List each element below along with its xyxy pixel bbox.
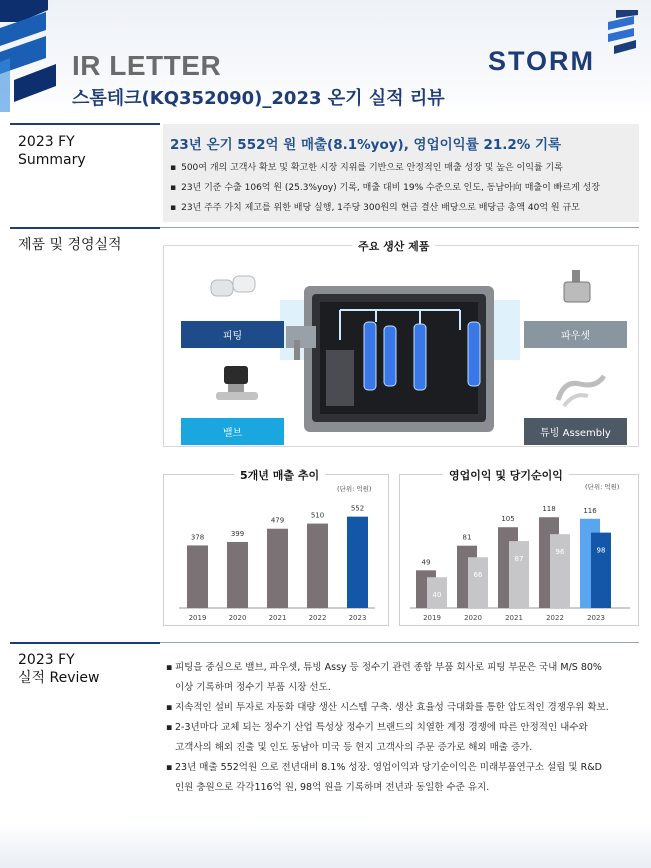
water-purifier-illustration [280, 280, 520, 440]
faucet-icon [560, 268, 596, 316]
revenue-bar-chart [175, 490, 380, 624]
tick-label: 2022 [308, 614, 327, 622]
bar-net-income [509, 541, 529, 608]
revenue-chart-title: 5개년 매출 추이 [234, 467, 325, 483]
tick-label: 2022 [546, 614, 564, 622]
data-label: 40 [432, 591, 442, 600]
product-box-title: 주요 생산 제품 [352, 238, 435, 254]
bar [347, 517, 368, 608]
review-bullet: ▪ 2-3년마다 교체 되는 정수기 산업 특성상 정수기 브랜드의 치열한 계정 경쟁에 따른 안정적인 내수와 고객사의 해외 진출 및 인도 동남아 미국 등 현지 고객사의 주문 증가로 해외 매출 증가. [175, 718, 645, 758]
section-divider-thin [160, 227, 639, 228]
tick-label: 2023 [348, 614, 367, 622]
summary-bullet: ▪ 23년 기준 수출 106억 원 (25.3%yoy) 기록, 매출 대비 19% 수준으로 인도, 동남아向 매출이 빠르게 성장 [170, 180, 600, 193]
summary-headline: 23년 온기 552억 원 매출(8.1%yoy), 영업이익률 21.2% 기록 [170, 137, 562, 153]
bar [227, 542, 248, 608]
product-tag-valve: 밸브 [181, 418, 284, 445]
tick-label: 2020 [464, 614, 482, 622]
data-label: 510 [310, 511, 325, 520]
section-divider [10, 227, 160, 229]
valve-icon [214, 360, 260, 412]
product-tag-tubing: 튜빙 Assembly [524, 418, 627, 445]
review-bullet: ▪ 피팅을 중심으로 밸브, 파우셋, 튜빙 Assy 등 정수기 관련 종합 부품 회사로 피팅 부문은 국내 M/S 80% 이상 기록하며 정수기 부품 시장 선도. [175, 658, 645, 698]
tubing-assembly-icon [554, 370, 608, 410]
page-title: IR LETTER [72, 50, 222, 81]
review-bullet: ▪ 지속적인 설비 투자로 자동화 대량 생산 시스템 구축. 생산 효율성 극대화를 통한 압도적인 경쟁우위 확보. [175, 698, 645, 718]
data-label: 479 [270, 516, 285, 525]
bar [187, 545, 208, 608]
summary-label: 2023 FY Summary [18, 134, 86, 168]
tick-label: 2021 [505, 614, 523, 622]
data-label: 96 [555, 548, 565, 557]
tick-label: 2019 [423, 614, 441, 622]
profit-chart-title: 영업이익 및 당기순이익 [443, 467, 569, 483]
summary-bullet: ▪ 23년 주주 가치 제고를 위한 배당 실행, 1주당 300원의 현금 결산 배당으로 배당금 총액 40억 원 규모 [170, 200, 580, 213]
data-label: 87 [514, 555, 524, 564]
data-label: 66 [473, 571, 483, 580]
data-label: 378 [190, 533, 205, 542]
bar-net-income [591, 533, 611, 608]
footer-background [0, 822, 651, 868]
section-divider [10, 123, 160, 125]
profit-chart-unit: (단위: 억원) [585, 483, 620, 491]
revenue-chart-unit: (단위: 억원) [337, 485, 372, 493]
section-divider [10, 642, 160, 644]
data-label: 105 [501, 515, 515, 524]
brand-logo-text: STORM [488, 46, 596, 76]
storm-mark-icon [604, 10, 638, 56]
bar [267, 529, 288, 608]
bar-net-income [468, 557, 488, 608]
summary-bullet: ▪ 500여 개의 고객사 확보 및 확고한 시장 지위를 기반으로 안정적인 매출 성장 및 높은 이익률 기록 [170, 160, 563, 173]
product-tag-faucet: 파우셋 [524, 321, 627, 348]
profit-bar-chart [408, 490, 633, 624]
review-bullet: ▪ 23년 매출 552억원 으로 전년대비 8.1% 성장. 영업이익과 당기순이익은 미래부품연구소 설립 및 R&D 인원 충원으로 각각116억 원, 98억 원을 기록하며 전년과 동일한 수준 유지. [175, 758, 645, 798]
s-logo-icon [0, 0, 60, 112]
data-label: 81 [462, 533, 472, 542]
page-subtitle: 스톰테크(KQ352090)_2023 온기 실적 리뷰 [72, 88, 445, 109]
data-label: 98 [596, 546, 606, 555]
data-label: 399 [230, 529, 245, 538]
products-label: 제품 및 경영실적 [18, 237, 122, 253]
data-label: 49 [421, 558, 431, 567]
review-label: 2023 FY 실적 Review [18, 652, 100, 686]
bar-net-income [550, 534, 570, 608]
fitting-icon [207, 272, 263, 306]
bar [307, 524, 328, 608]
data-label: 552 [350, 504, 365, 513]
data-label: 118 [542, 505, 556, 514]
tick-label: 2021 [268, 614, 287, 622]
tick-label: 2019 [188, 614, 207, 622]
tick-label: 2020 [228, 614, 247, 622]
data-label: 116 [583, 506, 597, 515]
product-tag-fitting: 피팅 [181, 321, 284, 348]
section-divider-thin [160, 642, 639, 643]
tick-label: 2023 [587, 614, 605, 622]
